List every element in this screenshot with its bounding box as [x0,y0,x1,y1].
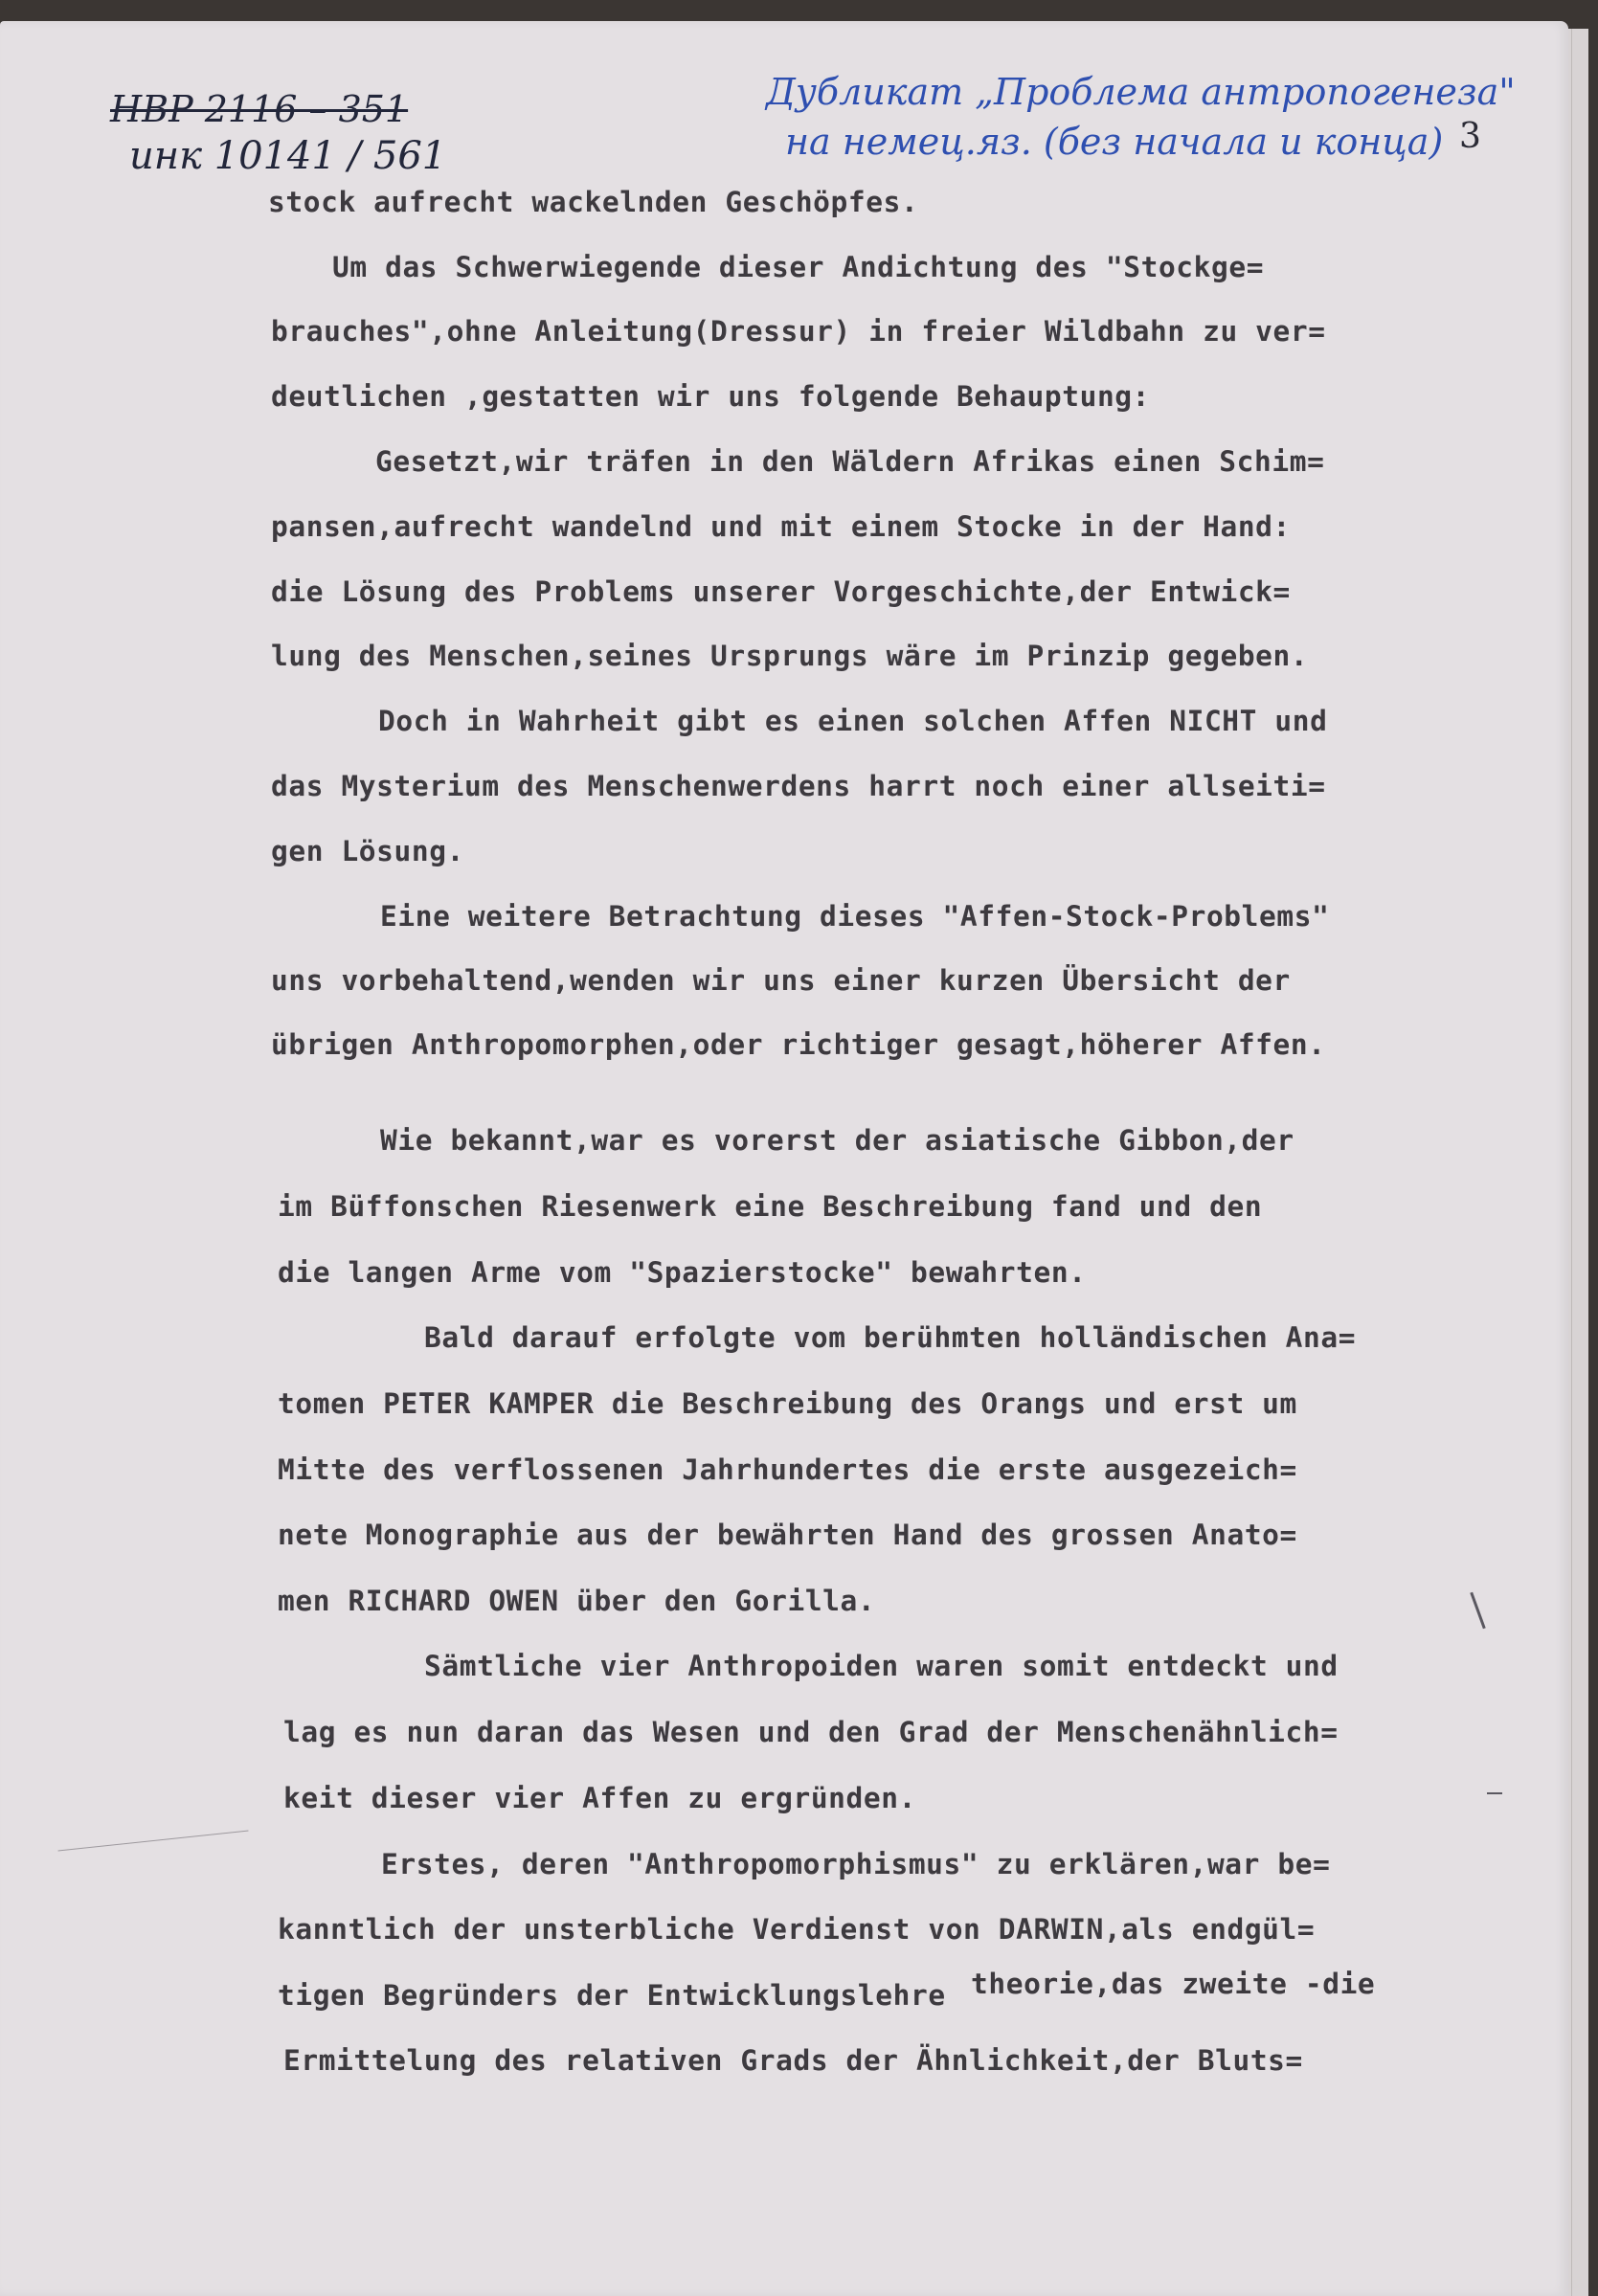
handwritten-note-line-1: Дубликат „Проблема антропогенеза" [766,71,1516,113]
text-line: die langen Arme vom "Spazierstocke" bewahrten. [278,1256,1087,1289]
text-line: Sämtliche vier Anthropoiden waren somit entdeckt und [424,1650,1339,1682]
text-line: Mitte des verflossenen Jahrhundertes die erste ausgezeich= [278,1453,1297,1486]
document-page [0,21,1568,2296]
text-line: kanntlich der unsterbliche Verdienst von DARWIN,als endgül= [278,1913,1316,1946]
inventory-number: инк 10141 / 561 [129,134,447,178]
overtyped-text: theorie,das zweite -die [971,1968,1376,2000]
text-line: Wie bekannt,war es vorerst der asiatische Gibbon,der [380,1124,1294,1157]
text-line: Ermittelung des relativen Grads der Ähnlichkeit,der Bluts= [283,2044,1303,2077]
crossed-out-archive-number: НВР 2116 – 351 [110,88,409,130]
text-line: lag es nun daran das Wesen und den Grad der Menschenähnlich= [283,1716,1339,1748]
pencil-mark [1487,1792,1502,1794]
text-line: brauches",ohne Anleitung(Dressur) in freier Wildbahn zu ver= [271,315,1326,348]
pencil-mark [57,1831,248,1852]
text-line: Gesetzt,wir träfen in den Wäldern Afrikas einen Schim= [375,445,1325,478]
page-number: 3 [1459,117,1481,156]
text-line: Um das Schwerwiegende dieser Andichtung des "Stockge= [332,251,1265,283]
text-line: Bald darauf erfolgte vom berühmten holländischen Ana= [424,1321,1357,1354]
text-line: men RICHARD OWEN über den Gorilla. [278,1585,876,1617]
text-line: deutlichen ,gestatten wir uns folgende Behauptung: [271,380,1151,413]
text-line: Erstes, deren "Anthropomorphismus" zu erklären,war be= [381,1848,1331,1880]
handwritten-note-line-2: на немец.яз. (без начала и конца) [785,121,1444,163]
text-line: stock aufrecht wackelnden Geschöpfes. [268,186,919,218]
text-line: lung des Menschen,seines Ursprungs wäre im Prinzip gegeben. [271,640,1309,672]
text-line: Eine weitere Betrachtung dieses "Affen-Stock-Problems" [380,900,1330,933]
text-line: tigen Begründers der Entwicklungslehre [278,1979,946,2012]
text-line: gen Lösung. [271,835,464,867]
text-line: tomen PETER KAMPER die Beschreibung des Orangs und erst um [278,1387,1297,1420]
text-line: pansen,aufrecht wandelnd und mit einem Stocke in der Hand: [271,510,1291,543]
text-line: uns vorbehaltend,wenden wir uns einer kurzen Übersicht der [271,964,1291,997]
text-line: im Büffonschen Riesenwerk eine Beschreibung fand und den [278,1190,1263,1223]
text-line: die Lösung des Problems unserer Vorgeschichte,der Entwick= [271,575,1291,608]
text-line: keit dieser vier Affen zu ergründen. [283,1782,916,1814]
text-line: nete Monographie aus der bewährten Hand des grossen Anato= [278,1519,1297,1551]
pencil-mark [1470,1592,1486,1630]
text-line: Doch in Wahrheit gibt es einen solchen Affen NICHT und [378,705,1328,737]
text-line: übrigen Anthropomorphen,oder richtiger gesagt,höherer Affen. [271,1028,1326,1061]
text-line: das Mysterium des Menschenwerdens harrt noch einer allseiti= [271,770,1326,802]
